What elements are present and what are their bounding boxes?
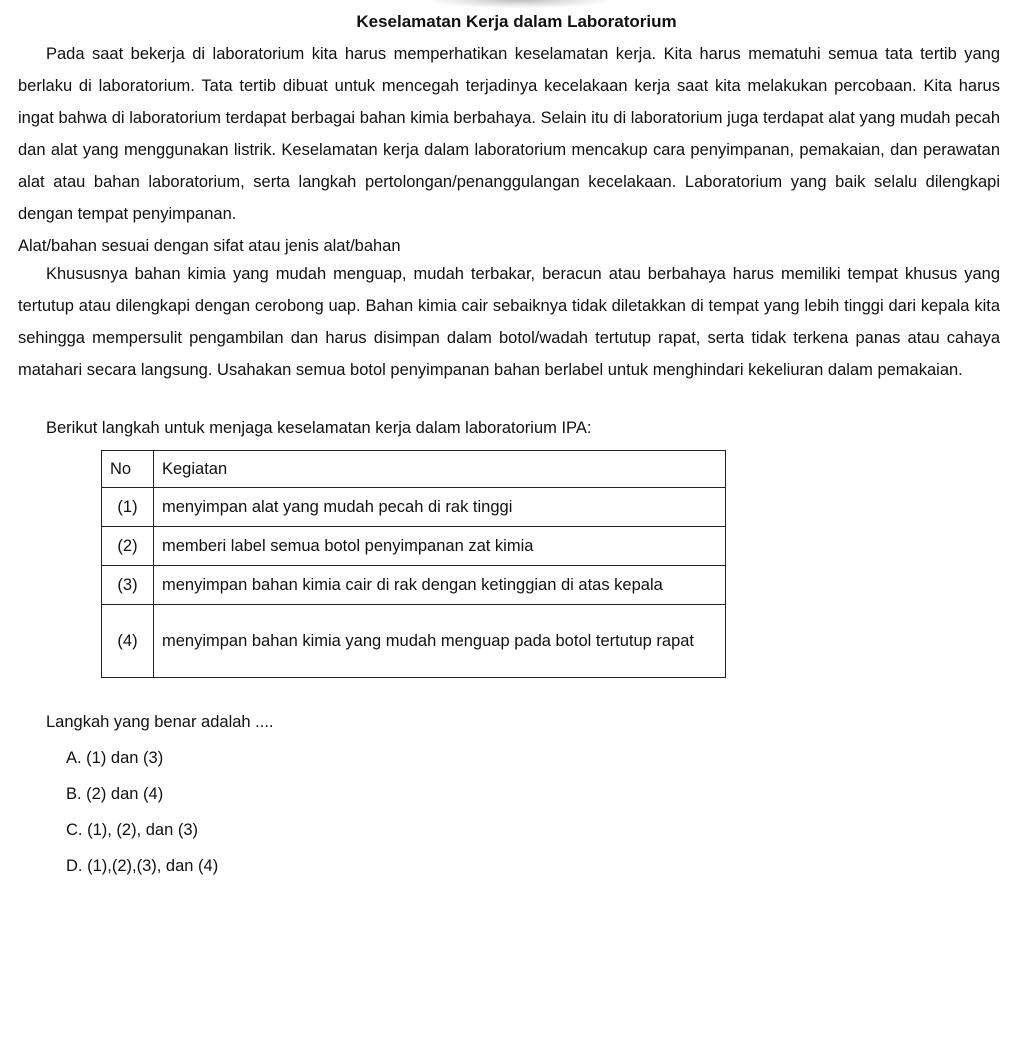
- paragraph-2-text: Khususnya bahan kimia yang mudah menguap, mudah terbakar, beracun atau berbahaya harus memiliki tempat khusus yang tertutup atau dilengkapi dengan cerobong uap. Bahan kimia cair sebaiknya tidak diletakkan di tempat yang lebih tinggi dari kepala kita sehingga mempersulit pengambilan dan harus disimpan dalam botol/wadah tertutup rapat, serta tidak terkena panas atau cahaya matahari secara langsung. Usahakan semua botol penyimpanan bahan berlabel untuk menghindari kekeliuran dalam pemakaian.: [18, 265, 1000, 379]
- table-intro: Berikut langkah untuk menjaga keselamatan kerja dalam laboratorium IPA:: [46, 419, 592, 437]
- row-number: (1): [102, 488, 154, 527]
- row-activity: menyimpan alat yang mudah pecah di rak tinggi: [154, 488, 726, 527]
- paragraph-2: [18, 258, 1000, 386]
- header-kegiatan: Kegiatan: [154, 451, 726, 488]
- option-a[interactable]: A. (1) dan (3): [66, 749, 164, 767]
- table-row: [102, 488, 726, 527]
- table-row: [102, 605, 726, 678]
- row-activity: menyimpan bahan kimia cair di rak dengan ketinggian di atas kepala: [154, 566, 726, 605]
- row-number: (4): [102, 605, 154, 678]
- row-number: (2): [102, 527, 154, 566]
- row-activity: memberi label semua botol penyimpanan zat kimia: [154, 527, 726, 566]
- option-d[interactable]: D. (1),(2),(3), dan (4): [66, 857, 219, 875]
- page-title: Keselamatan Kerja dalam Laboratorium: [356, 12, 677, 31]
- header-no: No: [102, 451, 154, 488]
- top-shadow-decoration: [430, 0, 610, 8]
- table-row: [102, 566, 726, 605]
- paragraph-1: [18, 38, 1000, 230]
- table-header-row: [102, 451, 726, 488]
- steps-table: [101, 450, 726, 678]
- question-text: Langkah yang benar adalah ....: [46, 713, 274, 731]
- table-row: [102, 527, 726, 566]
- paragraph-1-text: Pada saat bekerja di laboratorium kita harus memperhatikan keselamatan kerja. Kita harus mematuhi semua tata tertib yang berlaku di laboratorium. Tata tertib dibuat untuk mencegah terjadinya kecelakaan kerja saat kita melakukan percobaan. Kita harus ingat bahwa di laboratorium terdapat berbagai bahan kimia berbahaya. Selain itu di laboratorium juga terdapat alat yang mudah pecah dan alat yang menggunakan listrik. Keselamatan kerja dalam laboratorium mencakup cara penyimpanan, pemakaian, dan perawatan alat atau bahan laboratorium, serta langkah pertolongan/penanggulangan kecelakaan. Laboratorium yang baik selalu dilengkapi dengan tempat penyimpanan.: [18, 45, 1000, 223]
- row-number: (3): [102, 566, 154, 605]
- paragraph-1-last-line: Alat/bahan sesuai dengan sifat atau jenis alat/bahan: [18, 237, 401, 255]
- option-b[interactable]: B. (2) dan (4): [66, 785, 164, 803]
- row-activity: menyimpan bahan kimia yang mudah menguap pada botol tertutup rapat: [154, 605, 726, 678]
- option-c[interactable]: C. (1), (2), dan (3): [66, 821, 199, 839]
